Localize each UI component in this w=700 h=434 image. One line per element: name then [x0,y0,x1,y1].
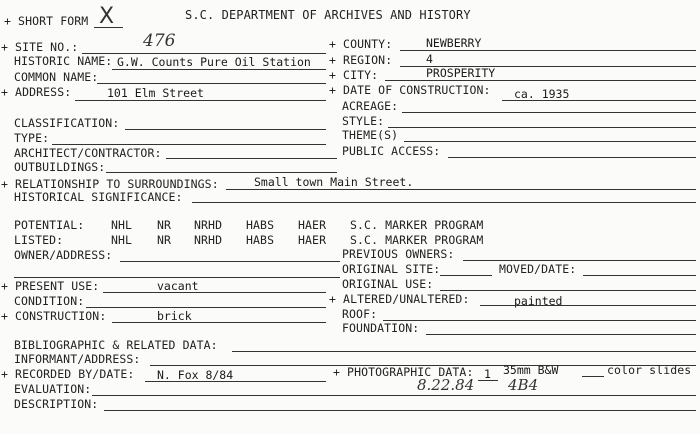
foundation-label: FOUNDATION: [342,321,420,335]
potential-nhl[interactable]: NHL [111,218,133,232]
potential-label: POTENTIAL: [14,218,85,232]
moved-date-label: MOVED/DATE: [499,262,577,276]
city-value[interactable]: PROSPERITY [426,66,496,80]
form-title: S.C. DEPARTMENT OF ARCHIVES AND HISTORY [185,8,471,22]
photo-color-slides[interactable]: color slides [607,363,692,377]
relationship-label: + RELATIONSHIP TO SURROUNDINGS: [1,177,219,191]
acreage-label: ACREAGE: [342,99,399,113]
listed-nr[interactable]: NR [157,233,172,247]
construction-value[interactable]: brick [157,309,192,323]
owner-address-label: OWNER/ADDRESS: [14,248,113,262]
county-label: + COUNTY: [329,37,393,51]
photo-film[interactable]: 35mm B&W [503,363,559,377]
type-label: TYPE: [14,131,50,145]
recorded-by-label: + RECORDED BY/DATE: [1,367,135,381]
style-label: STYLE: [342,114,385,128]
listed-nrhd[interactable]: NRHD [194,233,223,247]
historical-significance-label: HISTORICAL SIGNIFICANCE: [14,190,183,204]
photo-handwritten-date: 8.22.84 [417,376,475,394]
photographic-data-label: + PHOTOGRAPHIC DATA: [333,365,474,379]
relationship-value[interactable]: Small town Main Street. [254,175,414,189]
site-no-value[interactable]: 476 [143,31,176,51]
description-label: DESCRIPTION: [14,397,99,411]
listed-sc-marker[interactable]: S.C. MARKER PROGRAM [350,233,484,247]
historic-name-label: HISTORIC NAME: [14,54,113,68]
construction-label: + CONSTRUCTION: [1,309,107,323]
county-value[interactable]: NEWBERRY [426,36,482,50]
short-form-label: + SHORT FORM [4,14,89,28]
original-site-label: ORIGINAL SITE: [342,262,441,276]
city-label: + CITY: [329,68,379,82]
recorded-by-value[interactable]: N. Fox 8/84 [157,368,234,382]
site-no-label: + SITE NO.: [1,40,79,54]
architect-label: ARCHITECT/CONTRACTOR: [14,146,162,160]
potential-habs[interactable]: HABS [246,218,275,232]
historic-name-value[interactable]: G.W. Counts Pure Oil Station [117,55,311,69]
roof-label: ROOF: [342,307,378,321]
short-form-checkmark[interactable]: X [99,4,115,29]
potential-nrhd[interactable]: NRHD [194,218,223,232]
bibliographic-label: BIBLIOGRAPHIC & RELATED DATA: [14,338,218,352]
common-name-label: COMMON NAME: [14,70,99,84]
evaluation-label: EVALUATION: [14,382,92,396]
listed-label: LISTED: [14,233,64,247]
previous-owners-label: PREVIOUS OWNERS: [342,247,455,261]
listed-haer[interactable]: HAER [298,233,327,247]
potential-sc-marker[interactable]: S.C. MARKER PROGRAM [350,218,484,232]
listed-nhl[interactable]: NHL [111,233,133,247]
original-use-label: ORIGINAL USE: [342,277,434,291]
listed-habs[interactable]: HABS [246,233,275,247]
region-value[interactable]: 4 [426,52,433,66]
address-label: + ADDRESS: [1,85,72,99]
present-use-label: + PRESENT USE: [1,279,100,293]
present-use-value[interactable]: vacant [157,279,199,293]
address-value[interactable]: 101 Elm Street [107,86,204,100]
public-access-label: PUBLIC ACCESS: [342,144,441,158]
photo-count[interactable]: 1 [484,367,491,381]
date-of-construction-label: + DATE OF CONSTRUCTION: [329,83,491,97]
altered-value[interactable]: painted [514,294,563,308]
classification-label: CLASSIFICATION: [14,116,120,130]
region-label: + REGION: [329,53,393,67]
potential-haer[interactable]: HAER [298,218,327,232]
outbuildings-label: OUTBUILDINGS: [14,160,106,174]
photo-handwritten-roll: 4B4 [508,376,539,394]
informant-address-label: INFORMANT/ADDRESS: [14,352,141,366]
condition-label: CONDITION: [14,294,85,308]
altered-unaltered-label: + ALTERED/UNALTERED: [329,292,470,306]
themes-label: THEME(S) [342,128,399,142]
date-of-construction-value[interactable]: ca. 1935 [514,87,570,101]
potential-nr[interactable]: NR [157,218,172,232]
